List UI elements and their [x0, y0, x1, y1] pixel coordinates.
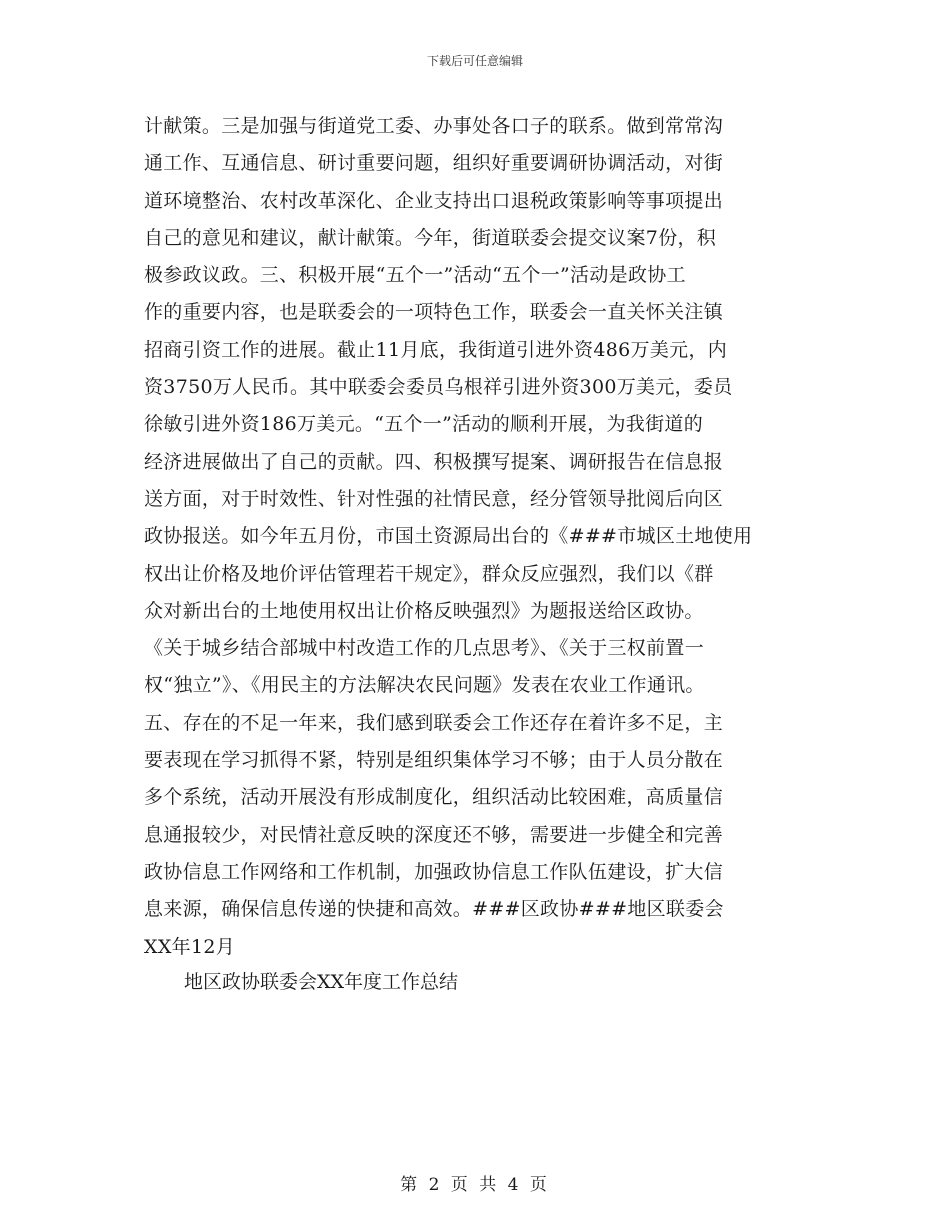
- body-line: 息来源，确保信息传递的快捷和高效。###区政协###地区联委会: [144, 898, 724, 921]
- body-line: 权“独立”》、《用民主的方法解决农民问题》发表在农业工作通讯。: [144, 674, 705, 697]
- body-line: 送方面，对于时效性、针对性强的社情民意，经分管领导批阅后向区: [144, 487, 724, 510]
- body-line: 作的重要内容，也是联委会的一项特色工作，联委会一直关怀关注镇: [144, 301, 724, 324]
- body-line: 资3750万人民币。其中联委会委员乌根祥引进外资300万美元，委员: [144, 376, 733, 399]
- body-line: 多个系统，活动开展没有形成制度化，组织活动比较困难，高质量信: [144, 786, 724, 809]
- body-line: 《关于城乡结合部城中村改造工作的几点思考》、《关于三权前置一: [144, 637, 705, 660]
- document-body: [144, 108, 814, 966]
- body-line: 极参政议政。三、积极开展“五个一”活动“五个一”活动是政协工: [144, 264, 686, 287]
- body-line: 众对新出台的土地使用权出让价格反映强烈》为题报送给区政协。: [144, 599, 704, 622]
- body-line: 计献策。三是加强与街道党工委、办事处各口子的联系。做到常常沟: [144, 115, 724, 137]
- body-line: 政协报送。如今年五月份，市国土资源局出台的《###市城区土地使用: [144, 525, 753, 548]
- date-line: XX年12月: [144, 935, 236, 958]
- body-line: 五、存在的不足一年来，我们感到联委会工作还存在着许多不足，主: [144, 711, 724, 734]
- body-line: 招商引资工作的进展。截止11月底，我街道引进外资486万美元，内: [144, 338, 728, 361]
- body-line: 通工作、互通信息、研讨重要问题，组织好重要调研协调活动，对街: [144, 152, 724, 175]
- body-line: 要表现在学习抓得不紧，特别是组织集体学习不够；由于人员分散在: [144, 749, 724, 772]
- page-header-note: 下载后可任意编辑: [426, 54, 523, 68]
- body-line: 经济进展做出了自己的贡献。四、积极撰写提案、调研报告在信息报: [144, 450, 724, 473]
- page-number-footer: 第 2 页 共 4 页: [400, 1175, 550, 1195]
- body-line: 自己的意见和建议，献计献策。今年，街道联委会提交议案7份，积: [144, 226, 717, 249]
- document-title: 地区政协联委会XX年度工作总结: [184, 971, 459, 993]
- body-line: 息通报较少，对民情社意反映的深度还不够，需要进一步健全和完善: [144, 823, 724, 846]
- body-line: 政协信息工作网络和工作机制，加强政协信息工作队伍建设，扩大信: [144, 860, 724, 883]
- body-line: 道环境整治、农村改革深化、企业支持出口退税政策影响等事项提出: [144, 189, 724, 212]
- body-line: 权出让价格及地价评估管理若干规定》，群众反应强烈，我们以《群: [144, 562, 714, 585]
- body-line: 徐敏引进外资186万美元。“五个一”活动的顺利开展，为我街道的: [144, 413, 703, 436]
